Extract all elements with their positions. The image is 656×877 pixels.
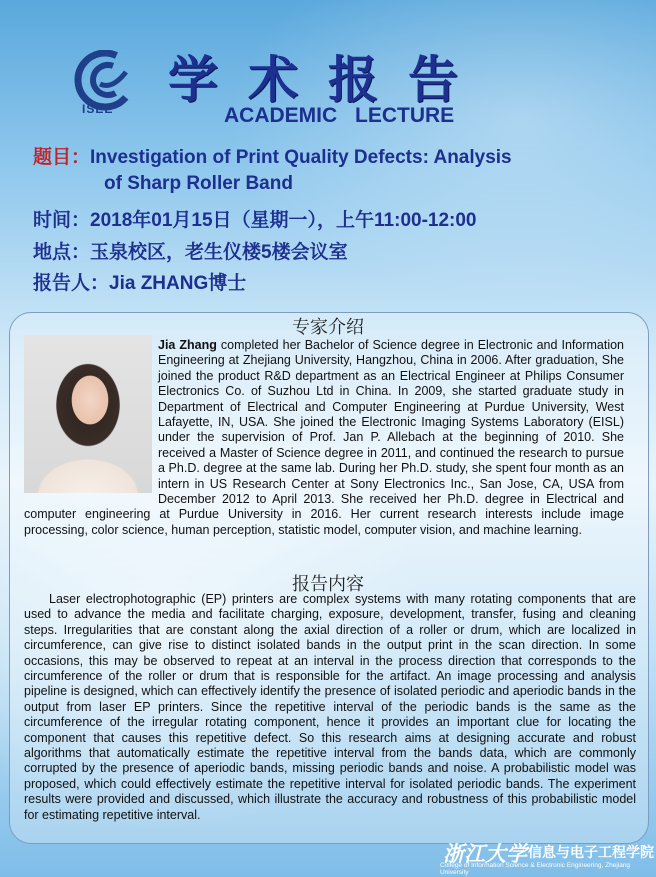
footer-department: 信息与电子工程学院 — [528, 844, 654, 860]
topic-line — [33, 142, 512, 169]
topic-text-line2: of Sharp Roller Band — [104, 173, 293, 194]
bio-name: Jia Zhang — [158, 338, 217, 352]
bio-text — [24, 338, 624, 538]
speaker-line: 报告人：Jia ZHANG博士 — [33, 273, 247, 294]
page-subtitle: ACADEMIC LECTURE — [224, 104, 455, 127]
topic-text-line1: Investigation of Print Quality Defects: Analysis — [90, 147, 512, 168]
bio-heading: 专家介绍 — [292, 317, 364, 338]
time-line: 时间：2018年01月15日（星期一），上午11:00-12:00 — [33, 210, 477, 231]
bio-body: completed her Bachelor of Science degree in Electronic and Information Engineering at Zhejiang University, Hangzhou, China in 2006. After graduation, She joined the product R&D department as an Electrical Engineer at Philips Consumer Electronics Co. of Suzhou Ltd in China. In 2009, she started graduate study in Department of Electrical and Computer Engineering at Purdue University, West Lafayette, IN, USA. She joined the Electronic Imaging Systems Laboratory (EISL) under the supervision of Prof. Jan P. Allebach at the beginning of 2010. She received a Master of Science degree in 2011, and continued the research to pursue a Ph.D. degree at the same lab. During her Ph.D. study, she spent four month as an intern in US Research Center at Sony Electronics Inc., San Jose, CA, USA from December 2012 to April 2013. She received her Ph.D. degree in Electrical and computer engineering at Purdue University in 2016. Her current research interests include image processing, color science, human perception, statistic model, computer vision, and machine learning. — [24, 338, 625, 537]
logo-text: ISEE — [82, 102, 114, 116]
place-line: 地点：玉泉校区，老生仪楼5楼会议室 — [33, 242, 348, 263]
page-title: 学术报告 — [168, 50, 488, 109]
abstract-text: Laser electrophotographic (EP) printers are complex systems with many rotating components that are used to advance the media and facilitate charging, exposure, development, transfer, fusing and cleaning steps. Irregularities that are constant along the axial direction of a roller or drum, which are localized in circumference, can give rise to distinct isolated bands in the output print in the scan direction. In some occasions, this may be observed to repeat at an interval in the process direction that corresponds to the circumference of the roller or drum that is responsible for the artifact. An image processing and analysis pipeline is designed, which can effectively identify the presence of isolated periodic and aperiodic bands in the output from laser EP printers. Since the repetitive interval of the periodic bands is the same as the circumference of the irregular rotating component, hence it provides an important clue for locating the component that causes this repetitive defect. So this research aims at designing accurate and robust algorithms that automatically estimate the repetitive interval from the bands data, which are commonly corrupted by the presence of aperiodic bands, missing periodic bands and noise. A probabilistic model was proposed, which could effectively estimate the repetitive interval for isolated periodic bands. The experiment results were provided and discussed, which illustrate the accuracy and robustness of this probabilistic model for estimating repetitive interval. — [24, 592, 636, 822]
footer-department-en: College of Information Science & Electronic Engineering, Zhejiang University — [440, 862, 631, 876]
abstract-heading: 报告内容 — [292, 574, 364, 595]
footer-university: 浙江大学 — [443, 841, 527, 866]
topic-label: 题目： — [33, 147, 91, 168]
